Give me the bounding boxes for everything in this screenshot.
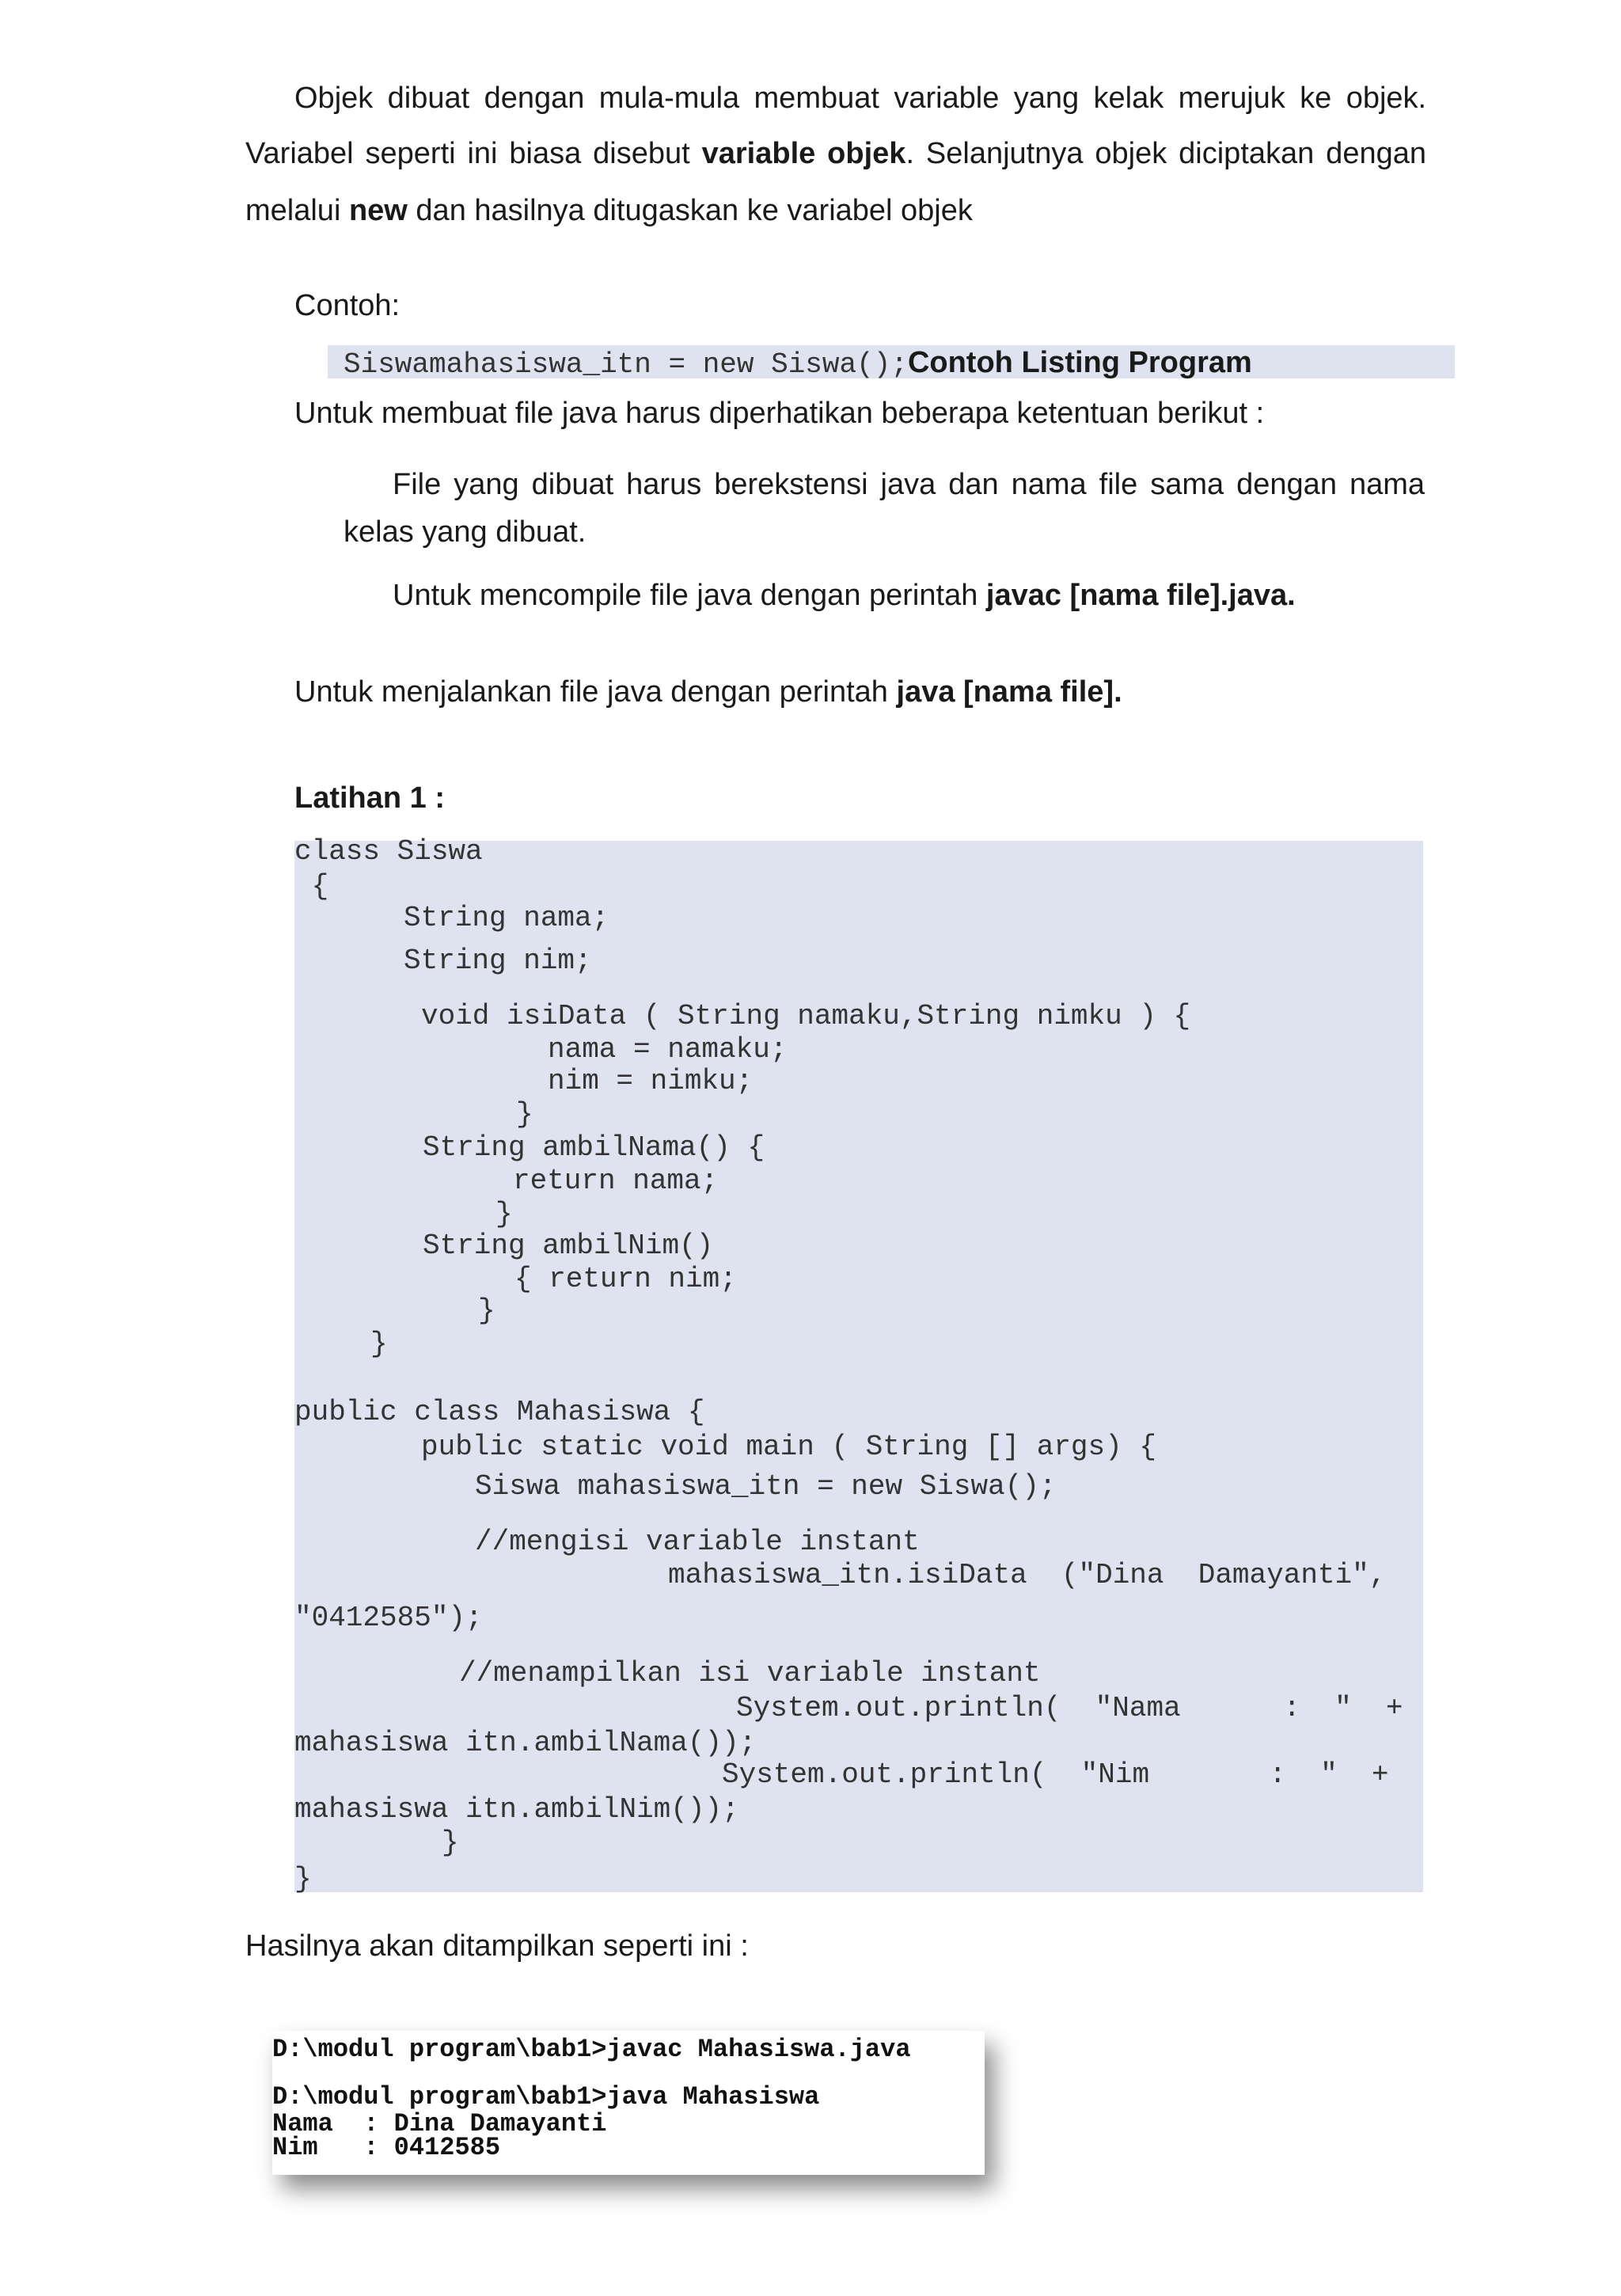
code-line: { [294,870,329,903]
console-line: Nama : Dina Damayanti [272,2109,607,2138]
code-line: "0412585"); [294,1602,483,1634]
code-line: } [370,1328,388,1360]
example-code-rest: mahasiswa_itn = new Siswa(); [429,348,908,381]
code-line: //menampilkan isi variable instant [459,1657,1041,1690]
example-code-class: Siswa [344,348,430,381]
code-line: } [516,1098,533,1131]
code-line: mahasiswa_itn.isiData ("Dina Damayanti", [668,1559,1387,1591]
console-line: D:\modul program\bab1>java Mahasiswa [272,2082,820,2112]
code-line: void isiData ( String namaku,String nimku ) { [421,1000,1191,1032]
example-label: Contoh: [294,289,401,322]
keyword-new: new [348,194,408,227]
code-line: mahasiswa itn.ambilNama()); [294,1727,757,1759]
result-label: Hasilnya akan ditampilkan seperti ini : [245,1929,749,1963]
console-line: Nim : 0412585 [272,2133,501,2162]
rule-item-3: Untuk menjalankan file java dengan perintah java [nama file]. [294,675,1122,709]
code-line: mahasiswa itn.ambilNim()); [294,1793,739,1826]
example-caption: Contoh Listing Program [907,346,1252,379]
intro-line-2: Variabel seperti ini biasa disebut variable objek. Selanjutnya objek diciptakan dengan [245,137,1426,170]
code-line: System.out.println( "Nim : " + [722,1758,1389,1791]
intro-line-3: melalui new dan hasilnya ditugaskan ke variabel objek [245,194,973,227]
code-line: public static void main ( String [] args) { [421,1431,1156,1463]
code-line: return nama; [513,1165,719,1197]
code-line: } [294,1863,312,1895]
code-line: nim = nimku; [548,1065,754,1097]
intro-line-1: Objek dibuat dengan mula-mula membuat variable yang kelak merujuk ke objek. [294,82,1427,115]
java-command: java [nama file]. [896,675,1122,709]
code-line: class Siswa [294,835,483,868]
code-line: String ambilNama() { [423,1131,765,1164]
code-line: String ambilNim() [423,1230,714,1262]
console-output-screenshot [272,2031,985,2175]
rules-heading: Untuk membuat file java harus diperhatikan beberapa ketentuan berikut : [294,397,1265,430]
code-line: } [478,1294,495,1327]
console-line: D:\modul program\bab1>javac Mahasiswa.java [272,2035,911,2064]
code-line: nama = namaku; [548,1033,788,1066]
code-line: } [442,1827,459,1859]
rule-item-1-line-2: kelas yang dibuat. [344,515,587,549]
code-line: Siswa mahasiswa_itn = new Siswa(); [475,1470,1057,1503]
rule-item-1-line-1: File yang dibuat harus berekstensi java dan nama file sama dengan nama [393,468,1425,501]
code-line: //mengisi variable instant [475,1526,920,1558]
example-code-line [344,345,1252,382]
code-line: String nim; [404,945,592,977]
rule-item-2: Untuk mencompile file java dengan perintah javac [nama file].java. [393,579,1296,612]
code-line: System.out.println( "Nama : " + [736,1692,1403,1724]
code-line: } [495,1198,513,1230]
exercise-title: Latihan 1 : [294,781,446,815]
code-line: public class Mahasiswa { [294,1396,705,1428]
code-line: { return nim; [514,1263,737,1295]
code-line: String nama; [404,902,609,934]
term-variable-objek: variable objek [701,137,906,170]
javac-command: javac [nama file].java. [985,579,1296,612]
